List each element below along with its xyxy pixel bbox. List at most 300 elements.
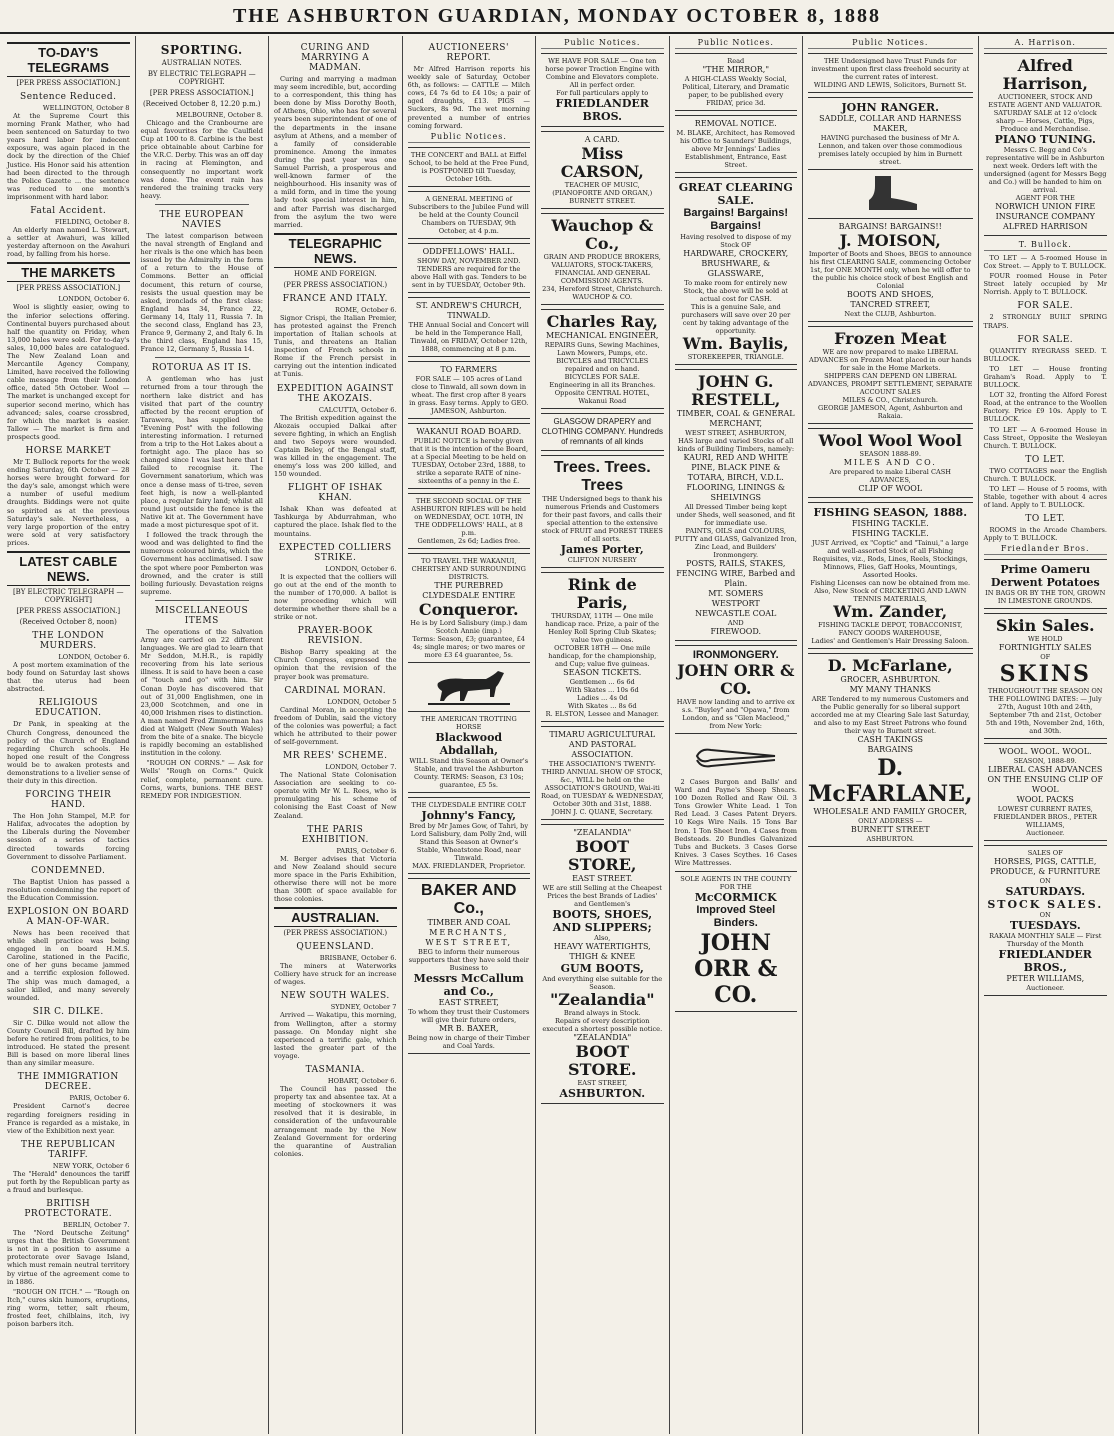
ad-text: FLOORING, LININGS & SHELVINGS [686,483,786,502]
ad-text: A GENERAL MEETING of Subscribers to the Jubilee Fund will be held at the County Council Chambers on TUESDAY, 9th October, at 4 p.m. [408,194,529,235]
ad-heading: TIMARU AGRICULTURAL AND PASTORAL ASSOCIATION. [549,730,656,759]
ad-text: Also, [594,934,611,942]
ad-text: WE are now prepared to make LIBERAL ADVANCES on Frozen Meat placed in our hands for sale in the Home Markets. [809,348,972,372]
ad-headline: SATURDAYS. [1005,885,1086,899]
ad-text: ON THE ENSUING CLIP OF WOOL [987,775,1104,795]
ad-trees [541,455,664,568]
ad-headline: Bargains! Bargains! Bargains! [683,207,789,232]
ad-headline: Derwent Potatoes [990,576,1100,590]
column-7 [803,36,979,1434]
ad-headline: "Zealandia" [549,990,655,1009]
ad-sale-2: QUANTITY RYEGRASS SEED. T. BULLOCK. [983,346,1107,363]
article-nsw: Arrived — Wakatipu, this morning, from Wellington, after a stormy passage. On Monday night she experienced a terrific gale, which lasted the greater part of the voyage. [274,1011,397,1060]
ad-text: Gentlemen ... 6s 6d [569,678,635,686]
ad-text: MERCHANTS, [429,927,509,937]
article-protectorate: The "Nord Deutsche Zeitung" urges that the British Government is not in a position to assume a protectorate over Savage Island, which must remain neutral territory by virtue of the agreement come to in 1886. [7,1229,130,1286]
heading-auctioneers: AUCTIONEERS' REPORT. [428,43,509,63]
ad-text: MT. SOMERS [708,589,764,598]
article-sporting: Chicago and the Cranbourne are equal favourites for the Caulfield Cup at 100 to 8. Carbine is the best price obtainable about Carbine for the V.R.C. Derby. This was an off day in racing at Flemington, and consequently no important work was done. The event rain has rendered the training tracks very heavy. [140,119,263,200]
heading-paris: THE PARIS EXHIBITION. [301,824,369,845]
ad-let-7: TO LET — House of 5 rooms, with Stable, together with about 4 acres of land. Apply to T. BULLOCK. [983,484,1107,510]
article-colliers: It is expected that the colliers will go out at the end of the month to the number of 170,000. A ballot is now proceeding which will determine whether there shall be a strike or not. [274,572,397,622]
telegraphic-sub-2: (PER PRESS ASSOCIATION.) [283,280,388,289]
ad-sale-1: 2 STRONGLY BUILT SPRING TRAPS. [983,313,1107,330]
ad-text: SADDLE, COLLAR AND HARNESS MAKER, [819,114,962,133]
ad-text: KAURI, RED AND WHITE PINE, BLACK PINE & TOTARA, BIRCH, V.D.L. [683,453,789,482]
heading-horse-market: HORSE MARKET [25,446,111,456]
ad-text: FIREWOOD. [710,627,762,636]
ad-text: FRIEDLANDER BROS., PETER WILLIAMS, [993,813,1098,830]
ad-headline: Wauchop & Co., [551,216,654,253]
ad-headline: JOHN ORR & CO. [677,661,795,698]
ad-text: LIBERAL CASH ADVANCES [988,765,1103,775]
ad-text: Next the CLUB, Ashburton. [844,310,937,318]
dateline: MELBOURNE, October 8. [176,111,263,119]
dateline: FIELDING, October 8. [54,218,130,227]
ad-text: NEWCASTLE COAL [695,609,777,618]
ad-text: SATURDAY SALE at 12 o'clock sharp — Horses, Cattle, Pigs, Produce and Merchandise. [993,109,1097,133]
ad-wool-advances [984,743,1108,841]
dateline: LONDON, October 7. [325,763,397,772]
ad-harrison [984,53,1108,236]
ad-text: ON [1039,911,1051,920]
ad-let-heading: TO LET. [1025,454,1066,465]
article-explosion: News has been received that while shell practice was being engaged in on board H.M.S. Caroline, stationed in the Pacific, one of her guns became jammed and a terrific explosion followed. The ship was much damaged, a sailor killed, and many severely wounded. [7,929,130,1002]
heading-tariff: THE REPUBLICAN TARIFF. [20,1139,116,1160]
ad-heading: TO FARMERS [440,364,498,374]
ad-johnnys-fancy [408,797,531,874]
ad-text: PETER WILLIAMS, [1006,974,1085,984]
ad-headline: TUESDAYS. [1009,919,1081,933]
column-1 [2,36,136,1434]
ad-headline: BAKER AND Co., [421,881,517,917]
ad-heading: A CARD. [584,135,620,144]
boot-icon [855,174,925,214]
ad-headline: BOOT STORE. [568,1042,637,1079]
heading-immigration: THE IMMIGRATION DECREE. [17,1072,119,1093]
ad-headline: D. McFarlane, [827,656,953,675]
heading-condemned: CONDEMNED. [31,865,106,876]
article-religious: Dr Pank, in speaking at the Church Congress, denounced the policy of the Church of England regarding Church schools. He hoped one result of the Congress would be to awaken protests and demonstrations to a livelier sense of their duty in this direction. [7,720,130,786]
ad-conqueror [408,553,531,663]
horse-icon [424,667,514,707]
ad-text: WILL Stand this Season at Owner's Stable, and travel the Ashburton County. TERMS: Season, £3 10s; guarantee, £5 5s. [409,756,529,789]
ad-text: OF [1040,653,1051,662]
ad-removal [675,115,798,173]
article-murders: A post mortem examination of the body found on Saturday last shows that the uterus had been abstracted. [7,661,130,694]
ad-blackwood [408,711,531,793]
ad-text: SOLE AGENTS IN THE COUNTY FOR THE [680,875,792,892]
divider [155,357,250,358]
ad-text: Terms: Season, £3; guarantee, £4 4s; single mares; or two mares or more £3 £4 guarantee, 5s. [412,634,525,659]
ad-text: THE SECOND SOCIAL OF THE ASHBURTON RIFLES will be held on WEDNESDAY, OCT. 10TH, IN THE ODDFELLOWS' HALL, at 8 p.m. [411,496,527,537]
heading-protectorate: BRITISH PROTECTORATE. [24,1199,113,1220]
ad-text: Opposite CENTRAL HOTEL, Wakanui Road [554,389,650,405]
boot-illustration [808,174,973,214]
ad-headline: Alfred Harrison, [1002,56,1088,93]
article-auctioneers: Mr Alfred Harrison reports his weekly sale of Saturday, October 6th, as follows: — CATTLE — Milch cows, £4 7s 6d to £4 10s; a pair of aged draughts, £13. PIGS — Suckers, 8s 9d. The wet morning prevented a number of entries coming forward. [407,65,530,130]
article-rotorua: A gentleman who has just returned from a tour through the northern lake district and has visited that part of the country affected by the recent eruption of Tarawera, has supplied the "Evening Post" with the following interesting information. I returned from a trip to the Hot Lakes about a fortnight ago. The place has so changed since I was last here that I failed to recognise it. The Government sanatorium, which was once a dense mass of ti-tree, seven feet high, is now a well-planted place, a regular fairy land; whilst all round just outside the fence is the Native kit at. The Government have made a most picturesque spot of it. [140,375,263,530]
ad-concert [408,147,531,187]
ad-text: EAST STREET. [572,874,633,883]
australian-sub: (PER PRESS ASSOCIATION.) [283,929,388,938]
dateline: LONDON, October 6. [58,653,130,662]
ad-text: Gentlemen, 2s 6d; Ladies free. [417,536,521,545]
heading-curing: CURING AND MARRYING A MADMAN. [300,43,370,73]
ad-traction-engine [541,53,664,127]
ad-text: PUBLIC NOTICE is hereby given that it is the intention of the Board, at a Special Meeting to be held on TUESDAY, October 23rd, 1888, to strike a separate RATE of nine-sixteenths of a penny in the £. [409,436,529,485]
ad-text: IN BAGS OR BY THE TON, GROWN IN LIMESTONE GROUNDS. [985,589,1106,606]
heading-forcing: FORCING THEIR HAND. [25,790,112,811]
bullock-head: T. Bullock. [984,240,1108,251]
article-sentence: At the Supreme Court this morning Frank Mather, who had been sentenced on Saturday to two years hard labor for indecent exposure, was again placed in the dock by the direction of the Chief Justice. His Honor said his attention had been directed to the through the Police Gazette ... the sentence was reduced to one month's imprisonment with hard labor. [7,112,130,201]
dateline: SYDNEY, October 7 [330,1003,397,1012]
ad-headline: Trees. Trees. Trees [553,459,651,494]
ad-headline: JOHN G. RESTELL, [691,372,781,409]
ad-charles-ray [541,309,664,409]
ad-baker [408,878,531,1054]
ad-sale-heading: FOR SALE. [1017,301,1074,312]
horse-illustration [408,667,531,707]
ad-meeting [408,191,531,239]
public-notices-head: Public Notices. [408,132,531,143]
ad-text: A HIGH-CLASS Weekly Social, Political, Literary, and Dramatic paper, to be published every FRIDAY, price 3d. [682,75,790,107]
sporting-sub-2: BY ELECTRIC TELEGRAPH — COPYRIGHT. [147,70,256,86]
ad-text: To make room for entirely new Stock, the above will be sold at actual cost for CASH. [683,279,788,303]
dateline: LONDON, October 6. [325,564,397,573]
ad-text: FISHING TACKLE. [851,519,929,528]
ad-text: EAST STREET, [577,1079,628,1087]
ad-text: SEASON 1888-89. [859,450,921,458]
ad-carson [541,131,664,209]
ad-text: CLIFTON NURSERY [567,556,637,564]
ad-text: PAINTS, OILS and COLOURS, PUTTY and GLASS, Galvanized Iron, Zinc Lead, and Builders' Ironmongery. [674,527,797,559]
ad-text: GLASGOW DRAPERY and CLOTHING COMPANY. Hundreds of remnants of all kinds [541,417,663,446]
ad-headline: J. MOISON, [839,231,941,250]
ad-headline: SKINS [999,661,1091,688]
ad-text: This is a genuine Sale, and purchasers will save over 20 per cent by taking advantage of the opportunity. [681,303,791,335]
column-5 [536,36,670,1434]
ad-headline: BOOTS, SHOES, AND SLIPPERS; [552,908,653,934]
ad-text: NORWICH UNION FIRE INSURANCE COMPANY [995,202,1096,221]
ad-heading: THE PUREBRED CLYDESDALE ENTIRE [422,580,516,600]
dateline: ROME, October 6. [334,305,397,314]
ad-text: FISHING TACKLE DEPOT, TOBACCONIST, FANCY GOODS WAREHOUSE, [818,621,963,637]
shears-illustration [675,738,798,778]
ad-text: Having resolved to dispose of my Stock OF [680,233,792,249]
ad-let-3: TO LET — House fronting Graham's Road. Apply to T. BULLOCK. [983,364,1107,390]
ad-text: WE are still Selling at the Cheapest Prices the best Brands of Ladies' and Gentlemen's [542,884,662,908]
heading-colliers: EXPECTED COLLIERS STRIKE. [278,542,392,563]
ad-headline: PIANO TUNING. [994,133,1096,146]
ad-headline: Wm. Baylis, [682,334,789,353]
markets-sub: [PER PRESS ASSOCIATION.] [16,284,121,293]
ad-text: LOWEST CURRENT RATES, [997,805,1093,814]
ad-text: For full particulars apply to [556,89,649,97]
ad-church [408,297,531,357]
ad-text: ONLY ADDRESS — [858,817,923,825]
ad-text: Fishing Licenses can now be obtained from me. [810,579,971,587]
ad-text: BICYCLES and TRICYCLES repaired and on hand. [556,357,649,373]
ad-text: 234, Hereford Street, Christchurch. [542,285,663,293]
ad-text: JOHN J. C. QUANE, Secretary. [551,808,653,816]
ad-text: Engineering in all its Branches. [549,381,656,389]
ad-text: TEACHER OF MUSIC, (PIANOFORTE AND ORGAN,) [552,181,653,197]
ad-text: ON [1039,877,1051,886]
ad-mccormick [675,871,798,1012]
ad-text: BEG to inform their numerous supporters that they have sold their Business to [408,947,529,972]
ad-text: Ladies' and Gentlemen's Hair Dressing Saloon. [811,637,970,645]
ad-text: WE HOLD [1027,635,1063,644]
heading-tasmania: TASMANIA. [305,1065,365,1076]
heading-navies: THE EUROPEAN NAVIES [159,209,245,230]
article-queensland: The miners at Waterworks Colliery have struck for an increase of wages. [274,962,397,987]
ad-text: CLIP OF WOOL [858,484,923,493]
article-rees: The National State Colonisation Association are seeking to co-operate with Mr W. L. Rees, who is promulgating his scheme of colonising the East Coast of New Zealand. [274,771,397,820]
article-horse-market: Mr T. Bullock reports for the week ending Saturday, 6th October — 28 horses were brought forward for the day's sale, amongst which were a number of useful medium draughts. Biddings were not quite so spirited as at the previous Saturday's sale. Nevertheless, a very large proportion of the entry were sold at very satisfactory prices. [7,458,130,547]
harrison-head: A. Harrison. [984,38,1108,49]
ad-text: He is by Lord Salisbury (imp.) dam Scotch Annie (imp.) [410,618,528,635]
ad-oddfellows [408,243,531,293]
article-dilke: Sir C. Dilke would not allow the County Council Bill, drafted by him before he retired from politics, to be introduced. He stated the present Bill is based on more liberal lines than any similar measure. [7,1018,130,1068]
ad-text: With Skates ... 8s 6d [567,702,637,710]
dateline: PARIS, October 6. [336,846,397,855]
heading-murders: THE LONDON MURDERS. [32,631,105,652]
column-3 [269,36,403,1434]
ad-headline: Improved Steel Binders. [696,904,776,930]
ad-trust-funds [808,53,973,93]
ad-heading: REMOVAL NOTICE. [694,119,777,128]
heading-sentence: Sentence Reduced. [20,92,117,102]
ad-text: Importer of Boots and Shoes, BEGS to announce his first CLEARING SALE, commencing October 1st, for ONE MONTH only, when he will offer to the public his choice stock of best English and Colonial [808,250,972,290]
ad-heading: "THE MIRROR," [702,65,770,74]
ad-text: MAX. FRIEDLANDER, Proprietor. [412,861,526,870]
ad-fishing [808,502,973,649]
dateline: WELLINGTON, October 8 [42,104,130,112]
ad-text: MR B. BAXER, [439,1023,499,1033]
ad-headline: FRIEDLANDER BROS., [998,948,1092,975]
ad-text: FISHING TACKLE. [851,529,929,538]
telegraphic-title: TELEGRAPHIC NEWS. [274,233,397,268]
ad-let-heading: TO LET. [1025,514,1066,525]
public-notices-head: Public Notices. [808,38,973,49]
dateline: LONDON, October 5 [327,697,397,706]
ad-heading: "ZEALANDIA" [573,1033,632,1042]
ad-text: MECHANICAL ENGINEER, [546,331,659,340]
heading-moran: CARDINAL MORAN. [284,685,387,696]
ad-text: FORTNIGHTLY SALES [998,643,1092,653]
dateline: BERLIN, October 7. [62,1221,130,1230]
ad-headline: D. McFARLANE, [808,755,973,807]
ad-text: WAUCHOP & CO. [572,293,633,301]
ad-zealandia-boot-store [541,824,664,1104]
article-akozais: The British expedition against the Akozais occupied Dalkai after severe fighting, in which an English and two Sepoys were wounded. Captain Beley, of the Bengal staff, was killed in the engagement. The enemy's loss was 200 killed, and 150 wounded. [274,413,397,479]
ad-text: Brand always in Stock. [563,1009,641,1017]
article-rotorua-2: I followed the track through the wood and was delighted to find the numerous coloured birds, which the Government has acclimatised. I saw the spot where poor Pemberton was drowned, and the crater is still boiling furiously. Devastation reigns supreme. [140,531,263,596]
markets-title: THE MARKETS [7,262,130,282]
ad-text: BARGAINS [867,745,913,754]
article-markets: Wool is slightly easier, owing to the inferior selections offering. Continental buyers purchased about half the quantity on Friday, when 13,000 bales were sold. For to-day's sales, 10,000 bales are catalogued. The New Zealand Loan and Mercantile Agency Company, Limited, have received the following cable message from their London office, dated 5th October. Wool — The market is unchanged except for superior second merino, which has advanced; sales, coarse crossbred, for which the market is easier. Tallow — The market is firm and prospects good. [7,303,130,441]
ad-moison [808,218,973,322]
page-columns [2,36,1112,1434]
heading-dilke: SIR C. DILKE. [32,1006,104,1017]
ad-headline: IRONMONGERY. [692,649,779,661]
ad-text: And everything else suitable for the Season. [542,975,663,991]
ad-let-6: TWO COTTAGES near the English Church. T. BULLOCK. [983,466,1107,483]
telegrams-sub: [PER PRESS ASSOCIATION.] [16,79,121,87]
ad-headline: James Porter, [560,543,644,556]
ad-headline: McCORMICK [694,891,777,905]
heading-rotorua: ROTORUA AS IT IS. [151,363,252,374]
ad-text: HAVING purchased the business of Mr A. Lennon, and taken over those commodious premises lately occupied by him in Burnett street. [818,134,963,166]
article-rough-on-itch: "ROUGH ON ITCH." — "Rough on Itch," cures skin humors, eruptions, ring worm, tetter, salt rheum, frosted feet, chilblains, itch, ivy poison barbers itch. [7,1287,130,1329]
ad-potatoes [984,559,1108,609]
ad-ironmongery [675,645,798,734]
ad-text: THE Annual Social and Concert will be held in the Temperance Hall, Tinwald, on FRIDAY, October 12th, 1888, commencing at 8 p.m. [408,320,529,353]
dateline: PARIS, October 6. [69,1094,130,1103]
ad-text: THE Undersigned have Trust Funds for investment upon first class freehold security at the current rates of interest. [811,57,970,81]
ad-text: CASH TAKINGS [857,735,924,744]
article-curing: Curing and marrying a madman may seem incredible, but, according to a correspondent, this thing has been done by Miss Dorothy Booth, of Athens, Ohio, who has for several years been superintendent of one of the departments in the insane asylum at Athens, and a member of a family of considerable prominence. Among the inmates during the past year was one Samuel Parrish, a prosperous and well-known farmer of the neighbourhood. His insanity was of a mild form, and in time the young lady took special interest in him, and after Parrish was discharged from the asylum the two were married. [274,75,397,229]
ad-let-5: TO LET — A 6-roomed House in Cass Street, Opposite the Wesleyan Church. T. BULLOCK. [983,425,1107,450]
ad-text: WEST STREET, [425,937,513,947]
ad-headline: Frozen Meat [834,329,947,348]
ad-wool [808,428,973,498]
ad-text: Repairs of every description executed a shortest possible notice. [542,1017,663,1033]
masthead [0,0,1114,34]
ad-text: Auctioneer. [1026,829,1065,838]
ad-headline: BOOT STORE, [568,837,637,874]
ad-text: Read [727,57,745,65]
ad-headline: Messrs McCallum and Co., [413,971,524,998]
heading-france: FRANCE AND ITALY. [282,293,388,304]
ad-frozen-meat [808,326,973,424]
article-condemned: The Baptist Union has passed a resolution condemning the report of the Education Commission. [7,877,130,902]
ad-text: THE Undersigned begs to thank his numerous Friends and Customers for their past favors, and calls their special attention to the extensive stock of FRUIT and FOREST TREES of all sorts. [541,495,663,543]
sporting-sub-3: [PER PRESS ASSOCIATION.] [149,89,254,97]
public-notices-head: Public Notices. [541,38,664,49]
ad-glasgow [541,413,664,451]
ad-wakanui-road [408,423,531,489]
ad-weekly-sales [984,845,1108,996]
ad-headline: Prime Oameru [1000,563,1091,577]
article-tariff: The "Herald" denounces the tariff put forth by the Republican party as a fraud and burlesque. [7,1169,130,1194]
ad-sale-heading: FOR SALE. [1017,334,1074,345]
article-immigration: President Carnot's decree regarding foreigners residing in France is regarded as a mistake, in view of the Exhibition next year. [7,1102,130,1135]
ad-text: STOREKEEPER, TRIANGLE. [687,353,784,361]
heading-religious: RELIGIOUS EDUCATION. [35,698,102,719]
ad-text: TIMBER AND COAL [427,917,510,927]
ad-text: POSTS, RAILS, STAKES, FENCING WIRE, Barbed and Plain. [676,559,796,588]
ad-text: WOOL. WOOL. WOOL. [998,747,1092,757]
ad-headline: Wm. Zander, [833,602,948,621]
ad-text: HAVE now landing and to arrive ex s.s. "Buyley" and "Opawa," from London, and ss "Glen Macleod," from New York: [676,698,795,730]
heading-ishak: FLIGHT OF ISHAK KHAN. [288,483,383,504]
cable-sub: [BY ELECTRIC TELEGRAPH — COPYRIGHT] [12,588,124,605]
column-2 [136,36,270,1434]
ad-text: SALES OF [1027,849,1063,858]
ad-headline: Johnny's Fancy, [421,808,516,822]
ad-text: RAKAIA MONTHLY SALE — First Thursday of the Month [989,932,1102,949]
dateline: LONDON, October 6. [58,295,130,304]
divider [155,204,250,205]
article-fatal: An elderly man named L. Stewart, a settler at Awahuri, was killed yesterday afternoon on the Awahuri road, by falling from his horse. [7,226,130,259]
ad-headline: Blackwood Abdallah, [435,730,503,757]
ad-headline: Charles Ray, [546,312,658,331]
ad-let-1: TO LET — A 5-roomed House in Cox Street. — Apply to T. BULLOCK. [983,254,1107,271]
ad-text: SHIPPERS CAN DEPEND ON LIBERAL ADVANCES, PROMPT SETTLEMENT, SEPARATE ACCOUNT SALES [808,372,973,396]
ad-text: With Skates ... 10s 6d [565,686,639,694]
article-france: Signor Crispi, the Italian Premier, has protested against the French importation of Italian schools at Tunis, and threatens an Italian inspection of French schools in Rome if the French persist in carrying out the intention indicated at Tunis. [274,313,397,379]
ad-text: WESTPORT [711,599,760,608]
ad-text: AGENT FOR THE [1015,194,1075,202]
ad-text: REPAIRS Guns, Sewing Machines, Lawn Mowers, Pumps, etc. [544,341,660,357]
ad-text: BURNETT STREET. [569,197,636,205]
newspaper-title: THE ASHBURTON GUARDIAN, MONDAY OCTOBER 8, 1888 [232,4,882,27]
ad-headline: FRIEDLANDER BROS. [555,97,649,123]
ad-headline: Skin Sales. [995,616,1095,636]
article-forcing: The Hon John Stampel, M.P. for Halifax, advocates the adoption by the Liberals during the November session of a series of tactics directed towards forcing Government to dissolve Parliament. [7,812,130,861]
ad-text: WE HAVE FOR SALE — One ten horse power Traction Engine with Combine and Elevators complete. All in perfect order. [545,57,660,89]
ad-text: AND [727,619,744,627]
ad-text: R. ELSTON, Lessee and Manager. [545,710,659,718]
ad-mcfarlane [808,653,973,847]
ad-text: AUCTIONEER, STOCK AND ESTATE AGENT AND VALUATOR. [988,93,1103,109]
ad-heading: WAKANUI ROAD BOARD. [416,426,522,436]
ad-heading: ST. ANDREW'S CHURCH, TINWALD. [415,300,522,320]
ad-headline: STOCK SALES. [987,898,1104,912]
ad-let-8: ROOMS in the Arcade Chambers. Apply to T. BULLOCK. [983,526,1107,543]
ad-text: GROCER, ASHBURTON. [840,675,941,684]
ad-text: BOOTS AND SHOES, [846,290,934,299]
ad-farmers [408,361,531,419]
article-misc: The operations of the Salvation Army are carried on 22 different languages. We are glad to learn that Mr Seddon, M.H.R., is rapidly recovering from his late serious illness. It is said to have been a case of "touch and go" with him. Sir Conan Doyle has discovered that out of 31,000 Englishmen, one in 23,000 Scotchmen, and one in 40,000 Irishmen rises to distinction. A man named Fred Zimmerman has died at Walgett (New South Wales) from the bite of a snake. The bicycle is rapidly becoming an established institution in the colony. [140,627,263,758]
ad-text: HORSES, PIGS, CATTLE, PRODUCE, & FURNITURE [990,857,1101,877]
heading-misc: MISCELLANEOUS ITEMS [155,605,249,626]
ad-text: OCTOBER 18TH — One mile handicap, for the championship, and Cup; value five guineas. [548,644,657,668]
ad-clearing-sale [675,177,798,365]
ad-rink [541,572,664,722]
telegrams-title: TO-DAY'S TELEGRAMS [7,42,130,77]
ad-text: All Dressed Timber being kept under Sheds, well seasoned, and fit for immediate use. [676,503,796,527]
ad-text: THROUGHOUT THE SEASON ON THE FOLLOWING DATES: — July 27th, August 10th and 24th, September 7th and 21st, October 5th and 19th, November 2nd, 16th, and 30th. [986,687,1105,736]
ad-rifles-social [408,493,531,549]
cable-sub-2: [PER PRESS ASSOCIATION.] [16,607,121,616]
ad-text: WOOL PACKS [1016,795,1074,805]
ad-text: BICYCLES FOR SALE. [564,373,640,381]
ad-text: WHOLESALE AND FAMILY GROCER, [813,807,968,816]
ad-text: EAST STREET, [438,997,499,1007]
ad-text: To whom they trust their Customers will give their future orders, [408,1007,530,1024]
ad-text: Bred by Mr James Gow, of Tahri, by Lord Salisbury, dam Polly 2nd, will Stand this Season at Owner's Stable, Wheatstone Road, near Tinwald. [409,821,529,862]
dateline: BRISBANE, October 6. [319,954,397,963]
ad-headline: Miss CARSON, [560,144,644,181]
ad-text: TANCRED STREET, [850,300,931,309]
ad-text: THE CLYDESDALE ENTIRE COLT [411,800,526,809]
heading-fatal: Fatal Accident. [30,206,107,217]
ad-text: ALFRED HARRISON [1003,222,1088,231]
column-8 [979,36,1113,1434]
article-misc-2: "ROUGH ON CORNS." — Ask for Wells' "Rough on Corns." Quick relief, complete, permanent cure. Corns, warts, bunions. THE BEST REMEDY FOR INDIGESTION. [140,759,263,800]
ad-heading: SEASON TICKETS. [563,668,642,677]
article-paris: M. Berger advises that Victoria and New Zealand should secure more space in the Paris Exhibition, otherwise there will not be more than 300ft of space available for those colonies. [274,854,397,904]
ad-mirror [675,53,798,111]
ad-text: SEASON, 1888-89. [1013,757,1077,766]
ad-text: HARDWARE, CROCKERY, BRUSHWARE, & GLASSWARE, [683,249,789,278]
ad-text: TIMBER, COAL & GENERAL MERCHANT, [676,409,795,428]
dateline: NEW YORK, October 6 [52,1161,130,1170]
column-6 [670,36,804,1434]
